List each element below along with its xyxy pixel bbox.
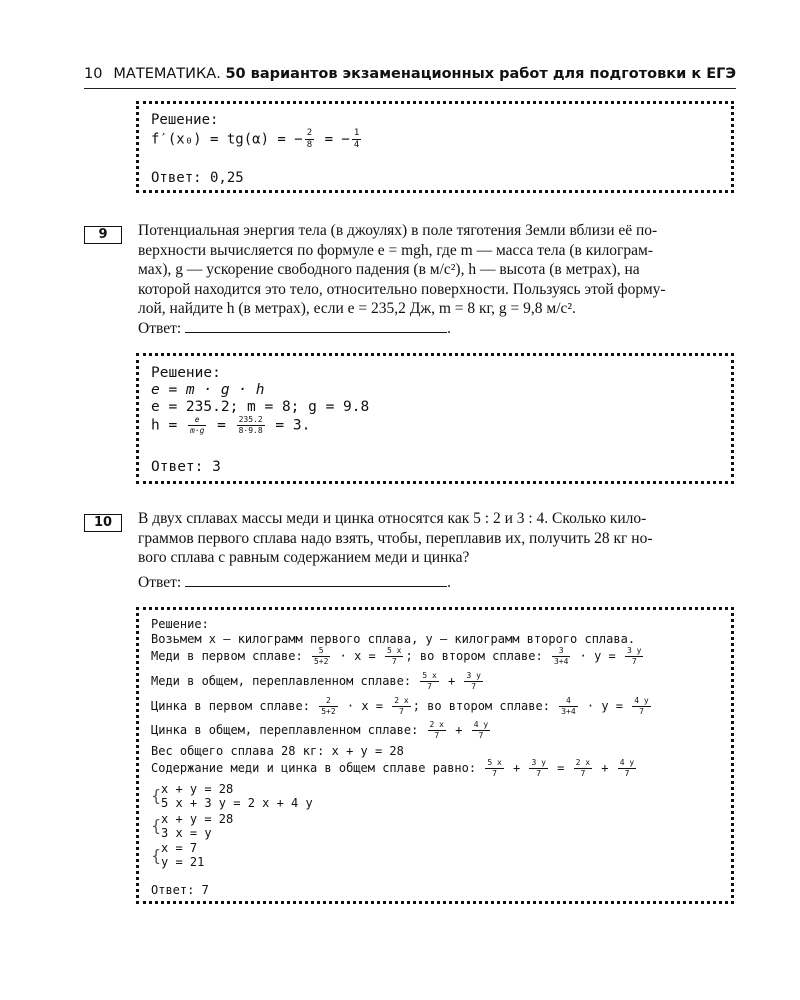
task-text-line: В двух сплавах массы меди и цинка относятся как 5 : 2 и 3 : 4. Сколько кило- bbox=[138, 510, 647, 527]
fraction bbox=[529, 759, 547, 778]
system-line: 5 x + 3 y = 2 x + 4 y bbox=[161, 796, 313, 810]
header-title bbox=[113, 66, 736, 82]
text: Цинка в общем, переплавленном сплаве: bbox=[151, 723, 419, 737]
text: Цинка в первом сплаве: bbox=[151, 699, 310, 713]
task-number-10: 10 bbox=[84, 514, 122, 532]
solution-formula bbox=[151, 129, 363, 150]
plus: + bbox=[448, 723, 470, 737]
system-line: y = 21 bbox=[161, 855, 205, 869]
fraction bbox=[618, 759, 636, 778]
solution-box-10 bbox=[136, 607, 734, 904]
frac-den: 3+4 bbox=[561, 707, 576, 716]
solution-line bbox=[151, 416, 310, 435]
solution-answer: Ответ: 7 bbox=[151, 883, 209, 897]
fraction bbox=[312, 647, 330, 666]
text: · x = bbox=[346, 699, 383, 713]
fraction bbox=[352, 129, 361, 150]
frac-den: 3+4 bbox=[553, 657, 569, 666]
frac-num: 5 x bbox=[487, 758, 502, 767]
frac-den: 5+2 bbox=[313, 657, 329, 666]
frac-den: m·g bbox=[189, 426, 205, 435]
task-text-line: которой находится это тело, относительно поверхности. Пользуясь этой форму- bbox=[138, 280, 666, 298]
fraction bbox=[559, 697, 577, 716]
solution-line: e = 235.2; m = 8; g = 9.8 bbox=[151, 399, 370, 415]
frac-den: 7 bbox=[391, 657, 397, 666]
frac-den: 7 bbox=[536, 769, 542, 778]
frac-num: 5 x bbox=[387, 646, 402, 655]
equals: = bbox=[549, 761, 572, 775]
fraction bbox=[188, 416, 206, 435]
fraction bbox=[485, 759, 503, 778]
solution-line bbox=[151, 697, 653, 716]
text: Меди в первом сплаве: bbox=[151, 649, 303, 663]
fraction bbox=[319, 697, 337, 716]
answer-blank[interactable] bbox=[185, 572, 447, 587]
frac-den: 8 bbox=[306, 140, 313, 150]
task-text-line: граммов первого сплава надо взять, чтобы, переплавив их, получить 28 кг но- bbox=[138, 529, 653, 547]
page-header bbox=[84, 62, 736, 89]
fraction bbox=[392, 697, 410, 716]
solution-line bbox=[151, 647, 645, 666]
solution-heading: Решение: bbox=[151, 617, 209, 631]
frac-den: 7 bbox=[631, 657, 637, 666]
frac-num: 3 bbox=[552, 647, 570, 657]
solution-line: Вес общего сплава 28 кг: x + y = 28 bbox=[151, 744, 404, 758]
system-line: x + y = 28 bbox=[161, 812, 234, 826]
answer-field-10[interactable]: Ответ: . bbox=[138, 574, 452, 591]
system-line: 3 x = y bbox=[161, 826, 212, 840]
fraction bbox=[428, 721, 446, 740]
frac-num: 2 x bbox=[394, 696, 409, 705]
solution-heading: Решение: bbox=[151, 112, 219, 128]
task-text-line: мах), g — ускорение свободного падения (в м/с²), h — высота (в метрах), на bbox=[138, 261, 640, 278]
task-text-line: верхности вычисляется по формуле e = mgh, где m — масса тела (в килограм- bbox=[138, 241, 654, 259]
frac-den: 7 bbox=[427, 682, 432, 691]
frac-num: 235.2 bbox=[238, 415, 263, 424]
answer-field-9[interactable]: Ответ: . bbox=[138, 320, 452, 337]
frac-den: 8·9.8 bbox=[238, 426, 263, 435]
fraction bbox=[420, 672, 438, 691]
text: · y = bbox=[586, 699, 624, 713]
frac-num: e bbox=[188, 416, 206, 426]
task-text-line: вого сплава с равным содержанием меди и цинка? bbox=[138, 549, 470, 566]
solution-line bbox=[151, 759, 638, 778]
frac-num: 2 bbox=[319, 697, 337, 707]
frac-num: 5 bbox=[312, 647, 330, 657]
frac-num: 3 y bbox=[531, 758, 546, 767]
system-brace: { bbox=[151, 816, 162, 835]
solution-heading: Решение: bbox=[151, 365, 221, 381]
fraction bbox=[625, 647, 643, 666]
solution-answer: Ответ: 0,25 bbox=[151, 170, 244, 186]
fraction bbox=[385, 647, 403, 666]
frac-num: 3 y bbox=[466, 671, 481, 680]
task-text-line: лой, найдите h (в метрах), если e = 235,2 Дж, m = 8 кг, g = 9,8 м/с². bbox=[138, 300, 576, 317]
frac-num: 4 y bbox=[634, 696, 649, 705]
frac-num: 5 x bbox=[422, 671, 437, 680]
frac-num: 4 y bbox=[619, 758, 635, 767]
text: ; во втором сплаве: bbox=[405, 649, 543, 663]
header-title-bold: 50 вариантов экзаменационных работ для подготовки к ЕГЭ bbox=[225, 66, 736, 82]
task-text-line: Потенциальная энергия тела (в джоулях) в поле тяготения Земли вблизи её по- bbox=[138, 222, 658, 239]
frac-den: 7 bbox=[639, 707, 644, 716]
fraction bbox=[464, 672, 482, 691]
fraction bbox=[237, 416, 265, 435]
header-title-plain: МАТЕМАТИКА. bbox=[113, 66, 221, 82]
text: Содержание меди и цинка в общем сплаве равно: bbox=[151, 761, 477, 775]
fraction bbox=[552, 647, 570, 666]
frac-den: 7 bbox=[492, 769, 497, 778]
solution-box-9 bbox=[136, 353, 734, 484]
frac-num: 3 y bbox=[627, 646, 642, 655]
frac-den: 7 bbox=[624, 769, 630, 778]
frac-num: 4 bbox=[559, 697, 577, 707]
frac-den: 5+2 bbox=[321, 707, 336, 716]
answer-label: Ответ: bbox=[138, 574, 182, 591]
fraction bbox=[472, 721, 490, 740]
plus: + bbox=[505, 761, 528, 775]
solution-line bbox=[151, 721, 492, 740]
frac-den: 7 bbox=[471, 682, 477, 691]
task-10-text bbox=[138, 509, 734, 568]
fraction bbox=[632, 697, 650, 716]
solution-line: e = m · g · h bbox=[151, 382, 265, 398]
frac-den: 7 bbox=[580, 769, 586, 778]
solution-line bbox=[151, 672, 485, 691]
eq-sign: = − bbox=[316, 131, 350, 148]
frac-den: 7 bbox=[478, 731, 484, 740]
fraction bbox=[305, 129, 314, 150]
frac-num: 1 bbox=[353, 128, 360, 138]
system-line: x = 7 bbox=[161, 841, 198, 855]
task-number-9: 9 bbox=[84, 226, 122, 244]
solution-answer: Ответ: 3 bbox=[151, 459, 221, 475]
frac-num: 4 y bbox=[473, 720, 489, 729]
system-brace: { bbox=[151, 846, 162, 865]
task-9-text bbox=[138, 221, 734, 319]
text: · x = bbox=[339, 649, 376, 663]
h-equals: h = bbox=[151, 417, 178, 434]
frac-num: 2 x bbox=[429, 720, 444, 729]
frac-num: 2 bbox=[306, 128, 313, 138]
frac-num: 2 x bbox=[575, 758, 591, 767]
page-number: 10 bbox=[84, 66, 103, 82]
result: = 3. bbox=[266, 417, 311, 434]
solution-line: Возьмем x – килограмм первого сплава, y – килограмм второго сплава. bbox=[151, 632, 636, 646]
answer-label: Ответ: bbox=[138, 320, 182, 337]
text: Меди в общем, переплавленном сплаве: bbox=[151, 674, 412, 688]
eq-sign: = bbox=[208, 417, 235, 434]
frac-den: 7 bbox=[434, 731, 440, 740]
solution-box-8 bbox=[136, 101, 734, 193]
answer-blank[interactable] bbox=[185, 318, 447, 333]
frac-den: 4 bbox=[353, 140, 360, 150]
plus: + bbox=[594, 761, 616, 775]
system-line: x + y = 28 bbox=[161, 782, 234, 796]
formula-left: f′(x₀) = tg(α) = − bbox=[151, 131, 303, 148]
plus: + bbox=[440, 674, 463, 688]
text: · y = bbox=[579, 649, 616, 663]
fraction bbox=[574, 759, 592, 778]
frac-den: 7 bbox=[399, 707, 404, 716]
system-brace: { bbox=[151, 786, 162, 805]
text: ; во втором сплаве: bbox=[412, 699, 550, 713]
